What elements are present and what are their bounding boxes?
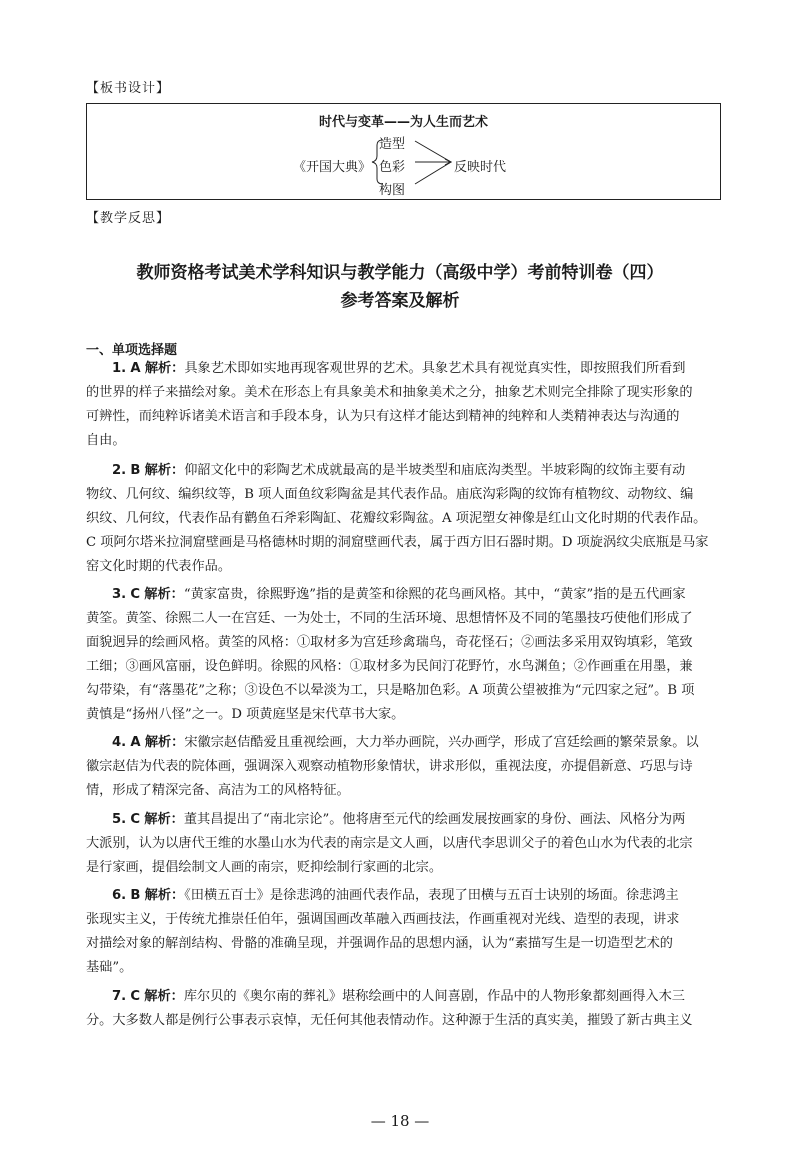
answer-6-choice: B: [130, 888, 141, 903]
page-number: — 18 —: [370, 1112, 430, 1130]
answer-6-line: 张现实主义，于传统尤推崇任伯年，强调国画改革融入西画技法，作画重视对光线、造型的表现，讲求: [86, 912, 680, 927]
answer-3-line: 勾带染，有“落墨花”之称；③设色不以晕淡为工，只是略加色彩。A 项黄公望被推为“元四家之冠”。B 项: [86, 683, 695, 698]
board-title: 时代与变革——为人生而艺术: [318, 115, 488, 130]
answer-2-line: C 项阿尔塔米拉洞窟壁画是马格德林时期的洞窟壁画代表，属于西方旧石器时期。D 项旋涡纹尖底瓶是马家: [86, 535, 709, 550]
section-heading: 一、单项选择题: [86, 343, 178, 358]
answer-6-first-line: 6. B 解析：《田横五百士》是徐悲鸿的油画代表作品，表现了田横与五百士诀别的场面。徐悲鸿主: [112, 888, 679, 903]
answer-3-line: 黄慎是“扬州八怪”之一。D 项黄庭坚是宋代草书大家。: [86, 707, 405, 722]
answer-4-line: 徽宗赵佶为代表的院体画，强调深入观察动植物形象情状，讲求形似，重视法度，亦提倡新意、巧思与诗: [86, 759, 693, 774]
answer-7-line: 分。大多数人都是例行公事表示哀悼，无任何其他表情动作。这种源于生活的真实美，摧毁了新古典主义: [86, 1013, 693, 1028]
board-design-box: [86, 103, 721, 200]
teaching-reflection-label: 【教学反思】: [86, 211, 171, 226]
answer-item-4: [86, 731, 720, 803]
answer-2-choice: B: [130, 463, 141, 478]
answer-1-line: 可辨性，而纯粹诉诸美术语言和手段本身，认为只有这样才能达到精神的纯粹和人类精神表达与沟通的: [86, 409, 680, 424]
answer-5-first-line: 5. C 解析：董其昌提出了“南北宗论”。他将唐至元代的绘画发展按画家的身份、画法、风格分为两: [112, 812, 686, 827]
answer-item-7: [86, 985, 720, 1033]
board-item-shape: 造型: [379, 137, 406, 152]
answer-7-first-line: 7. C 解析：库尔贝的《奥尔南的葬礼》堪称绘画中的人间喜剧，作品中的人物形象都刻画得入木三: [112, 989, 685, 1004]
answer-1-line: 的世界的样子来描绘对象。美术在形态上有具象美术和抽象美术之分，抽象艺术则完全排除了现实形象的: [86, 385, 693, 400]
answer-3-line: 工细；③画风富丽，设色鲜明。徐熙的风格：①取材多为民间汀花野竹，水鸟渊鱼；②作画重在用墨，兼: [86, 659, 693, 674]
answer-subtitle: 参考答案及解析: [340, 291, 460, 311]
answer-item-6: [86, 884, 720, 980]
answer-2-line: 物纹、几何纹、编织纹等，B 项人面鱼纹彩陶盆是其代表作品。庙底沟彩陶的纹饰有植物纹、动物纹、编: [86, 487, 694, 502]
answer-4-line: 情，形成了精深完备、高洁为工的风格特征。: [86, 783, 350, 798]
answer-3-line: 面貌迥异的绘画风格。黄筌的风格：①取材多为宫廷珍禽瑞鸟，奇花怪石；②画法多采用双钩填彩，笔致: [86, 635, 693, 650]
board-result: 反映时代: [454, 160, 507, 175]
answer-item-3: [86, 583, 720, 727]
board-design-label: 【板书设计】: [86, 81, 171, 96]
answer-2-first-line: 2. B 解析：仰韶文化中的彩陶艺术成就最高的是半坡类型和庙底沟类型。半坡彩陶的纹饰主要有动: [112, 463, 686, 478]
answer-5-line: 是行家画，提倡绘制文人画的南宗，贬抑绘制行家画的北宗。: [86, 860, 443, 875]
answer-3-choice: C: [130, 587, 141, 602]
answer-6-line: 基础”。: [86, 960, 133, 975]
answer-7-choice: C: [130, 989, 141, 1004]
answer-3-line: 黄筌。黄筌、徐熙二人一在宫廷、一为处士，不同的生活环境、思想情怀及不同的笔墨技巧使他们形成了: [86, 611, 693, 626]
answer-2-line: 织纹、几何纹，代表作品有鹳鱼石斧彩陶缸、花瓣纹彩陶盆。A 项泥塑女神像是红山文化时期的代表作品。: [86, 511, 707, 526]
answer-2-line: 窑文化时期的代表作品。: [86, 559, 232, 574]
answer-3-first-line: 3. C 解析：“黄家富贵，徐熙野逸”指的是黄筌和徐熙的花鸟画风格。其中，“黄家”指的是五代画家: [112, 587, 686, 602]
board-work-title: 《开国大典》: [293, 160, 372, 175]
board-item-color: 色彩: [379, 160, 406, 175]
answer-1-line: 自由。: [86, 433, 126, 448]
answer-4-choice: A: [130, 735, 141, 750]
answer-item-1: [86, 357, 720, 453]
board-item-composition: 构图: [379, 183, 406, 198]
answer-item-2: [86, 459, 720, 579]
answer-title: 教师资格考试美术学科知识与教学能力（高级中学）考前特训卷（四）: [136, 263, 664, 283]
answer-4-first-line: 4. A 解析：宋徽宗赵佶酷爱且重视绘画，大力举办画院，兴办画学，形成了宫廷绘画的繁荣景象。以: [112, 735, 699, 750]
answer-1-first-line: 1. A 解析：具象艺术即如实地再现客观世界的艺术。具象艺术具有视觉真实性，即按照我们所看到: [112, 361, 686, 376]
answer-5-choice: C: [130, 812, 141, 827]
answer-1-choice: A: [130, 361, 141, 376]
answer-item-5: [86, 808, 720, 880]
answer-6-line: 对描绘对象的解剖结构、骨骼的准确呈现，并强调作品的思想内涵，认为“素描写生是一切造型艺术的: [86, 936, 673, 951]
answer-5-line: 大派别，认为以唐代王维的水墨山水为代表的南宗是文人画，以唐代李思训父子的着色山水为代表的北宗: [86, 836, 693, 851]
